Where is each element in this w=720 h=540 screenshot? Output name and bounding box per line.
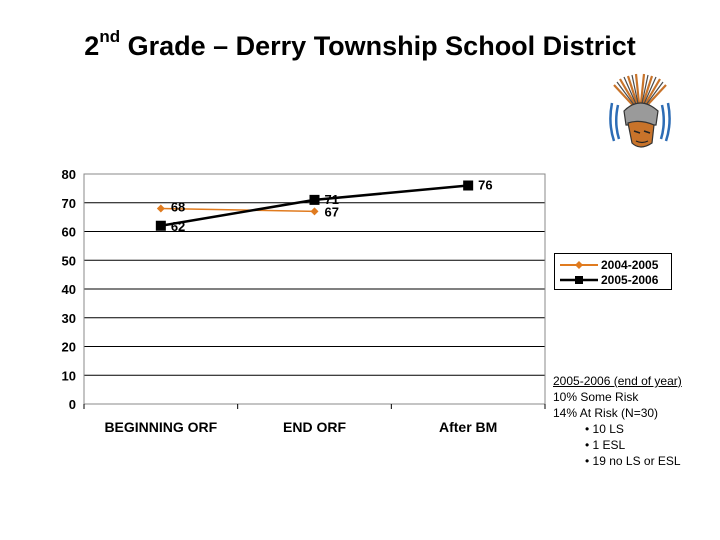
y-tick-label: 70: [61, 195, 76, 211]
x-tick-label: END ORF: [283, 419, 346, 435]
legend-item-2005-2006: [555, 273, 673, 287]
data-point-diamond: [157, 205, 165, 213]
x-tick-label: BEGINNING ORF: [104, 419, 218, 435]
slide-title: [0, 27, 720, 62]
data-label: 76: [478, 177, 493, 193]
note-bullet: • 1 ESL: [585, 438, 626, 452]
title-superscript: nd: [99, 27, 121, 46]
title-rest: Grade – Derry Township School District: [120, 31, 636, 61]
spartan-logo-icon: [606, 73, 674, 153]
data-point-diamond: [311, 207, 319, 215]
y-tick-label: 20: [61, 339, 76, 355]
y-tick-label: 30: [61, 310, 76, 326]
data-label: 71: [324, 191, 339, 207]
y-tick-label: 80: [61, 167, 76, 182]
legend-label: 2004-2005: [601, 258, 659, 272]
series-line-2005-2006: [161, 186, 468, 226]
y-tick-label: 40: [61, 282, 76, 297]
legend-marker-diamond: [558, 258, 600, 272]
title-prefix: 2: [84, 31, 100, 61]
note-bullet: • 10 LS: [585, 422, 624, 436]
legend-item-2004-2005: [555, 258, 673, 272]
data-label: 67: [324, 204, 339, 220]
data-label: 62: [170, 218, 186, 234]
data-point-square: [156, 221, 166, 231]
x-tick-label: After BM: [438, 419, 498, 435]
y-tick-label: 60: [61, 224, 76, 240]
data-point-square: [310, 195, 320, 205]
y-tick-label: 0: [68, 397, 76, 412]
legend-marker-square: [558, 273, 600, 287]
note-bullet: • 19 no LS or ESL: [585, 454, 681, 468]
note-line: 2005-2006 (end of year): [553, 374, 682, 388]
data-label: 68: [170, 199, 186, 215]
data-point-square: [463, 181, 473, 191]
annotation-note: [553, 373, 682, 469]
y-tick-label: 50: [61, 253, 76, 269]
chart-legend: [554, 253, 672, 290]
note-line: 14% At Risk (N=30): [553, 406, 659, 420]
note-line: 10% Some Risk: [553, 390, 639, 404]
legend-label: 2005-2006: [601, 273, 659, 287]
y-tick-label: 10: [61, 368, 76, 384]
